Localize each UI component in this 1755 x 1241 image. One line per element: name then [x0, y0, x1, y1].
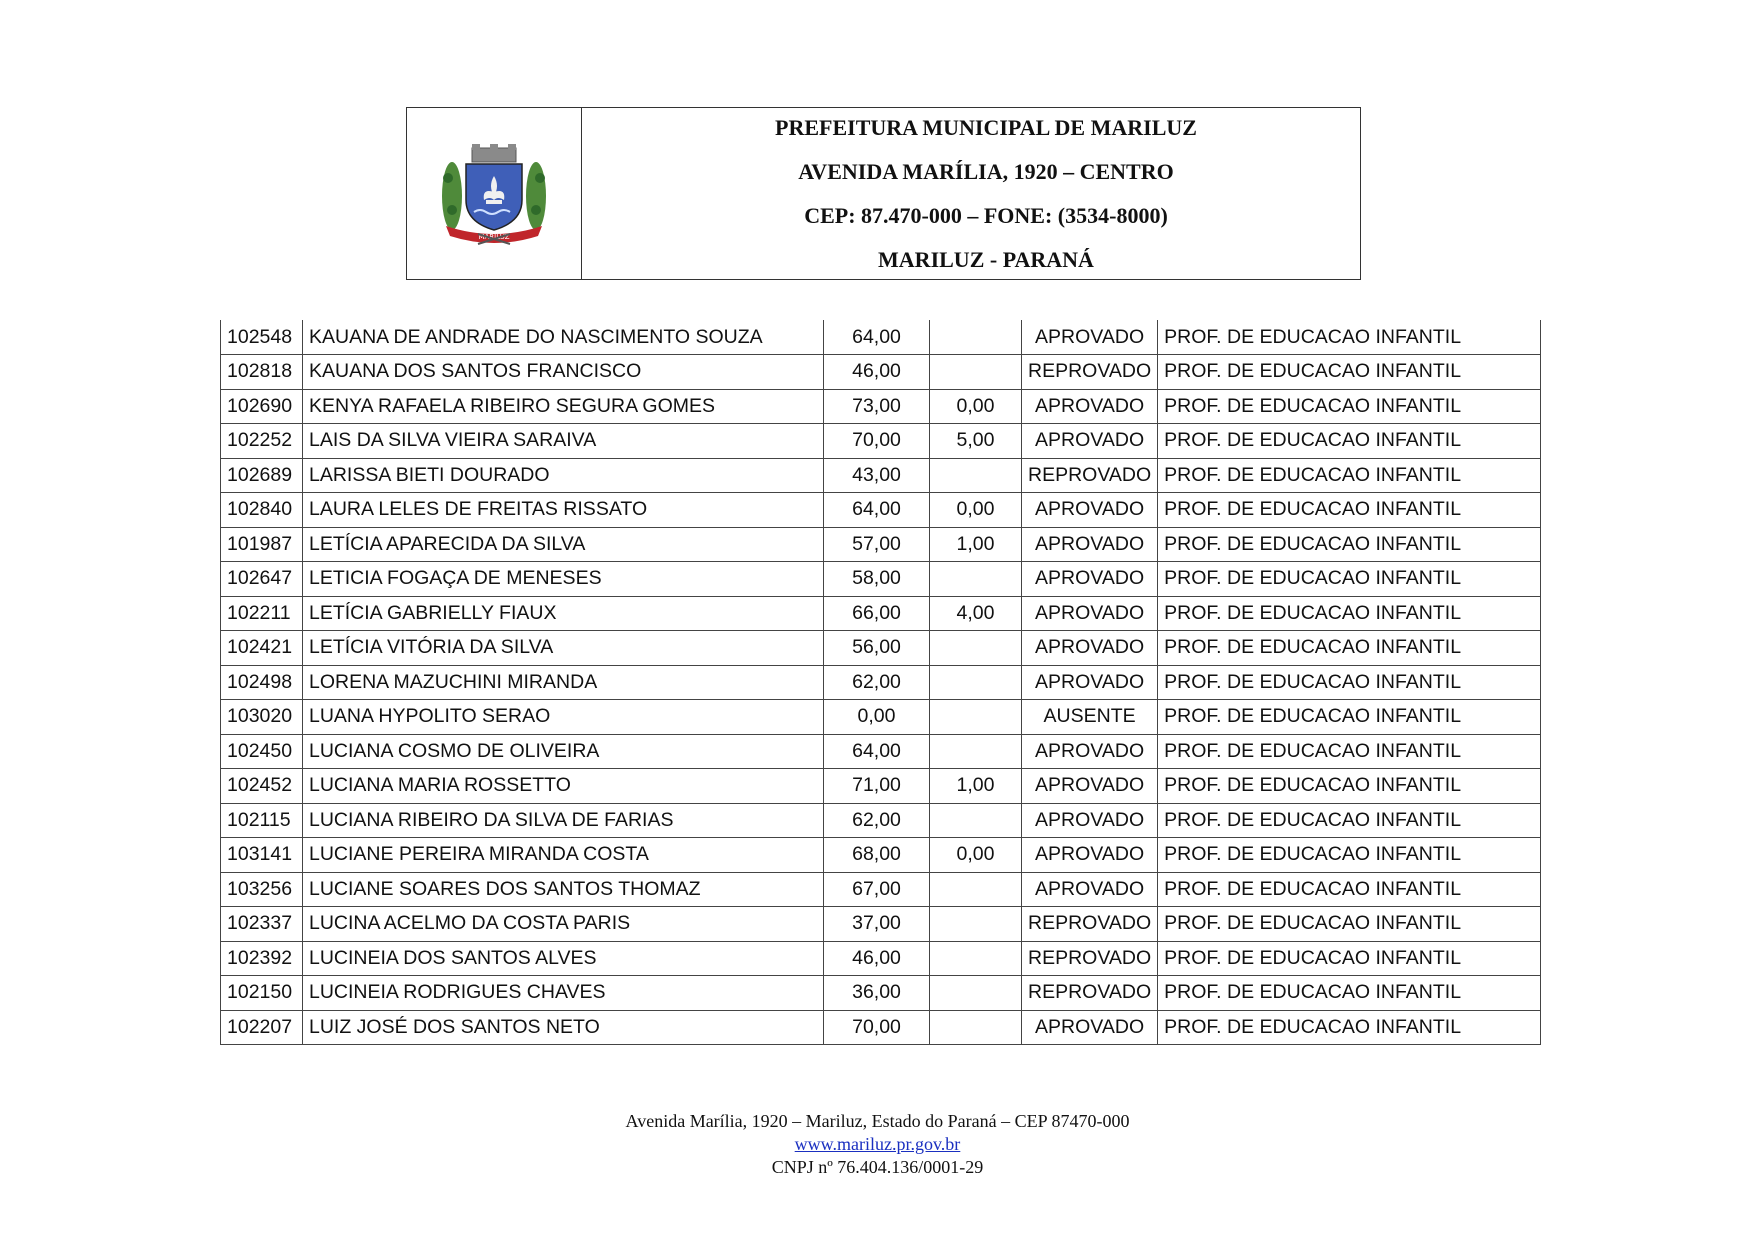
bonus-cell [930, 665, 1022, 700]
table-row [221, 596, 1541, 631]
score-cell: 62,00 [824, 665, 930, 700]
status-cell: APROVADO [1022, 872, 1158, 907]
results-table-body [221, 320, 1541, 1045]
table-row [221, 665, 1541, 700]
status-cell: APROVADO [1022, 769, 1158, 804]
bonus-cell [930, 976, 1022, 1011]
status-cell: REPROVADO [1022, 355, 1158, 390]
footer-website-link[interactable]: www.mariluz.pr.gov.br [794, 1134, 961, 1154]
status-cell: REPROVADO [1022, 976, 1158, 1011]
role-cell: PROF. DE EDUCACAO INFANTIL [1158, 527, 1541, 562]
status-cell: APROVADO [1022, 803, 1158, 838]
status-cell: APROVADO [1022, 734, 1158, 769]
letterhead [406, 107, 1361, 280]
status-cell: APROVADO [1022, 527, 1158, 562]
bonus-cell: 5,00 [930, 424, 1022, 459]
score-cell: 64,00 [824, 320, 930, 355]
candidate-name-cell: KAUANA DOS SANTOS FRANCISCO [303, 355, 824, 390]
candidate-name-cell: LUIZ JOSÉ DOS SANTOS NETO [303, 1010, 824, 1045]
status-cell: REPROVADO [1022, 907, 1158, 942]
score-cell: 43,00 [824, 458, 930, 493]
role-cell: PROF. DE EDUCACAO INFANTIL [1158, 769, 1541, 804]
candidate-name-cell: LORENA MAZUCHINI MIRANDA [303, 665, 824, 700]
bonus-cell [930, 803, 1022, 838]
table-row [221, 700, 1541, 735]
status-cell: APROVADO [1022, 493, 1158, 528]
candidate-id-cell: 102150 [221, 976, 303, 1011]
candidate-id-cell: 102548 [221, 320, 303, 355]
candidate-name-cell: LUCINA ACELMO DA COSTA PARIS [303, 907, 824, 942]
score-cell: 46,00 [824, 941, 930, 976]
role-cell: PROF. DE EDUCACAO INFANTIL [1158, 562, 1541, 597]
candidate-name-cell: LUANA HYPOLITO SERAO [303, 700, 824, 735]
table-row [221, 769, 1541, 804]
bonus-cell [930, 458, 1022, 493]
bonus-cell [930, 1010, 1022, 1045]
role-cell: PROF. DE EDUCACAO INFANTIL [1158, 700, 1541, 735]
page-footer [0, 1110, 1755, 1179]
role-cell: PROF. DE EDUCACAO INFANTIL [1158, 596, 1541, 631]
status-cell: APROVADO [1022, 320, 1158, 355]
candidate-id-cell: 102498 [221, 665, 303, 700]
candidate-name-cell: LETÍCIA GABRIELLY FIAUX [303, 596, 824, 631]
table-row [221, 907, 1541, 942]
table-row [221, 976, 1541, 1011]
bonus-cell: 1,00 [930, 527, 1022, 562]
score-cell: 70,00 [824, 1010, 930, 1045]
status-cell: APROVADO [1022, 665, 1158, 700]
table-row [221, 1010, 1541, 1045]
role-cell: PROF. DE EDUCACAO INFANTIL [1158, 907, 1541, 942]
table-row [221, 355, 1541, 390]
status-cell: REPROVADO [1022, 458, 1158, 493]
candidate-name-cell: LAIS DA SILVA VIEIRA SARAIVA [303, 424, 824, 459]
candidate-name-cell: LETÍCIA APARECIDA DA SILVA [303, 527, 824, 562]
candidate-id-cell: 102337 [221, 907, 303, 942]
candidate-id-cell: 102392 [221, 941, 303, 976]
table-row [221, 389, 1541, 424]
bonus-cell: 0,00 [930, 493, 1022, 528]
status-cell: APROVADO [1022, 389, 1158, 424]
candidate-name-cell: LUCIANE SOARES DOS SANTOS THOMAZ [303, 872, 824, 907]
header-line-4: MARILUZ - PARANÁ [878, 247, 1094, 272]
role-cell: PROF. DE EDUCACAO INFANTIL [1158, 631, 1541, 666]
bonus-cell [930, 907, 1022, 942]
role-cell: PROF. DE EDUCACAO INFANTIL [1158, 976, 1541, 1011]
candidate-name-cell: LUCIANE PEREIRA MIRANDA COSTA [303, 838, 824, 873]
candidate-id-cell: 103256 [221, 872, 303, 907]
role-cell: PROF. DE EDUCACAO INFANTIL [1158, 872, 1541, 907]
results-table [220, 320, 1541, 1045]
candidate-id-cell: 102690 [221, 389, 303, 424]
score-cell: 70,00 [824, 424, 930, 459]
candidate-id-cell: 102647 [221, 562, 303, 597]
candidate-name-cell: LUCIANA MARIA ROSSETTO [303, 769, 824, 804]
role-cell: PROF. DE EDUCACAO INFANTIL [1158, 389, 1541, 424]
table-row [221, 838, 1541, 873]
candidate-id-cell: 102452 [221, 769, 303, 804]
bonus-cell [930, 734, 1022, 769]
role-cell: PROF. DE EDUCACAO INFANTIL [1158, 838, 1541, 873]
table-row [221, 527, 1541, 562]
role-cell: PROF. DE EDUCACAO INFANTIL [1158, 941, 1541, 976]
table-row [221, 872, 1541, 907]
bonus-cell [930, 941, 1022, 976]
svg-text:MARILUZ: MARILUZ [478, 232, 510, 241]
table-row [221, 458, 1541, 493]
candidate-name-cell: KENYA RAFAELA RIBEIRO SEGURA GOMES [303, 389, 824, 424]
candidate-name-cell: LETICIA FOGAÇA DE MENESES [303, 562, 824, 597]
logo-cell [407, 108, 582, 279]
bonus-cell [930, 562, 1022, 597]
bonus-cell [930, 320, 1022, 355]
role-cell: PROF. DE EDUCACAO INFANTIL [1158, 493, 1541, 528]
candidate-id-cell: 103020 [221, 700, 303, 735]
table-row [221, 493, 1541, 528]
score-cell: 56,00 [824, 631, 930, 666]
candidate-id-cell: 102689 [221, 458, 303, 493]
score-cell: 62,00 [824, 803, 930, 838]
bonus-cell [930, 700, 1022, 735]
score-cell: 68,00 [824, 838, 930, 873]
candidate-name-cell: LUCINEIA DOS SANTOS ALVES [303, 941, 824, 976]
candidate-id-cell: 102421 [221, 631, 303, 666]
role-cell: PROF. DE EDUCACAO INFANTIL [1158, 355, 1541, 390]
municipal-crest-icon [438, 138, 550, 250]
score-cell: 71,00 [824, 769, 930, 804]
candidate-id-cell: 102450 [221, 734, 303, 769]
table-row [221, 562, 1541, 597]
score-cell: 46,00 [824, 355, 930, 390]
bonus-cell: 0,00 [930, 838, 1022, 873]
candidate-id-cell: 102207 [221, 1010, 303, 1045]
role-cell: PROF. DE EDUCACAO INFANTIL [1158, 734, 1541, 769]
bonus-cell [930, 872, 1022, 907]
role-cell: PROF. DE EDUCACAO INFANTIL [1158, 458, 1541, 493]
status-cell: APROVADO [1022, 838, 1158, 873]
footer-address: Avenida Marília, 1920 – Mariluz, Estado do Paraná – CEP 87470-000 [625, 1111, 1130, 1131]
score-cell: 73,00 [824, 389, 930, 424]
candidate-id-cell: 102211 [221, 596, 303, 631]
candidate-id-cell: 103141 [221, 838, 303, 873]
table-row [221, 941, 1541, 976]
candidate-name-cell: LETÍCIA VITÓRIA DA SILVA [303, 631, 824, 666]
bonus-cell [930, 631, 1022, 666]
table-row [221, 631, 1541, 666]
score-cell: 57,00 [824, 527, 930, 562]
score-cell: 64,00 [824, 734, 930, 769]
candidate-name-cell: KAUANA DE ANDRADE DO NASCIMENTO SOUZA [303, 320, 824, 355]
bonus-cell: 4,00 [930, 596, 1022, 631]
candidate-name-cell: LUCIANA RIBEIRO DA SILVA DE FARIAS [303, 803, 824, 838]
header-line-1: PREFEITURA MUNICIPAL DE MARILUZ [775, 115, 1197, 140]
candidate-id-cell: 101987 [221, 527, 303, 562]
status-cell: APROVADO [1022, 424, 1158, 459]
table-row [221, 424, 1541, 459]
bonus-cell: 0,00 [930, 389, 1022, 424]
candidate-id-cell: 102818 [221, 355, 303, 390]
header-line-2: AVENIDA MARÍLIA, 1920 – CENTRO [798, 159, 1174, 184]
score-cell: 66,00 [824, 596, 930, 631]
score-cell: 36,00 [824, 976, 930, 1011]
score-cell: 0,00 [824, 700, 930, 735]
score-cell: 58,00 [824, 562, 930, 597]
status-cell: APROVADO [1022, 631, 1158, 666]
score-cell: 37,00 [824, 907, 930, 942]
status-cell: APROVADO [1022, 562, 1158, 597]
role-cell: PROF. DE EDUCACAO INFANTIL [1158, 320, 1541, 355]
bonus-cell: 1,00 [930, 769, 1022, 804]
status-cell: REPROVADO [1022, 941, 1158, 976]
table-row [221, 320, 1541, 355]
candidate-name-cell: LUCINEIA RODRIGUES CHAVES [303, 976, 824, 1011]
table-row [221, 734, 1541, 769]
letterhead-text [582, 108, 1360, 279]
candidate-name-cell: LARISSA BIETI DOURADO [303, 458, 824, 493]
footer-cnpj: CNPJ nº 76.404.136/0001-29 [771, 1157, 984, 1177]
role-cell: PROF. DE EDUCACAO INFANTIL [1158, 803, 1541, 838]
role-cell: PROF. DE EDUCACAO INFANTIL [1158, 1010, 1541, 1045]
status-cell: AUSENTE [1022, 700, 1158, 735]
candidate-name-cell: LUCIANA COSMO DE OLIVEIRA [303, 734, 824, 769]
status-cell: APROVADO [1022, 596, 1158, 631]
candidate-id-cell: 102840 [221, 493, 303, 528]
candidate-id-cell: 102115 [221, 803, 303, 838]
table-row [221, 803, 1541, 838]
role-cell: PROF. DE EDUCACAO INFANTIL [1158, 665, 1541, 700]
role-cell: PROF. DE EDUCACAO INFANTIL [1158, 424, 1541, 459]
bonus-cell [930, 355, 1022, 390]
candidate-name-cell: LAURA LELES DE FREITAS RISSATO [303, 493, 824, 528]
candidate-id-cell: 102252 [221, 424, 303, 459]
score-cell: 67,00 [824, 872, 930, 907]
status-cell: APROVADO [1022, 1010, 1158, 1045]
score-cell: 64,00 [824, 493, 930, 528]
header-line-3: CEP: 87.470-000 – FONE: (3534-8000) [804, 203, 1168, 228]
